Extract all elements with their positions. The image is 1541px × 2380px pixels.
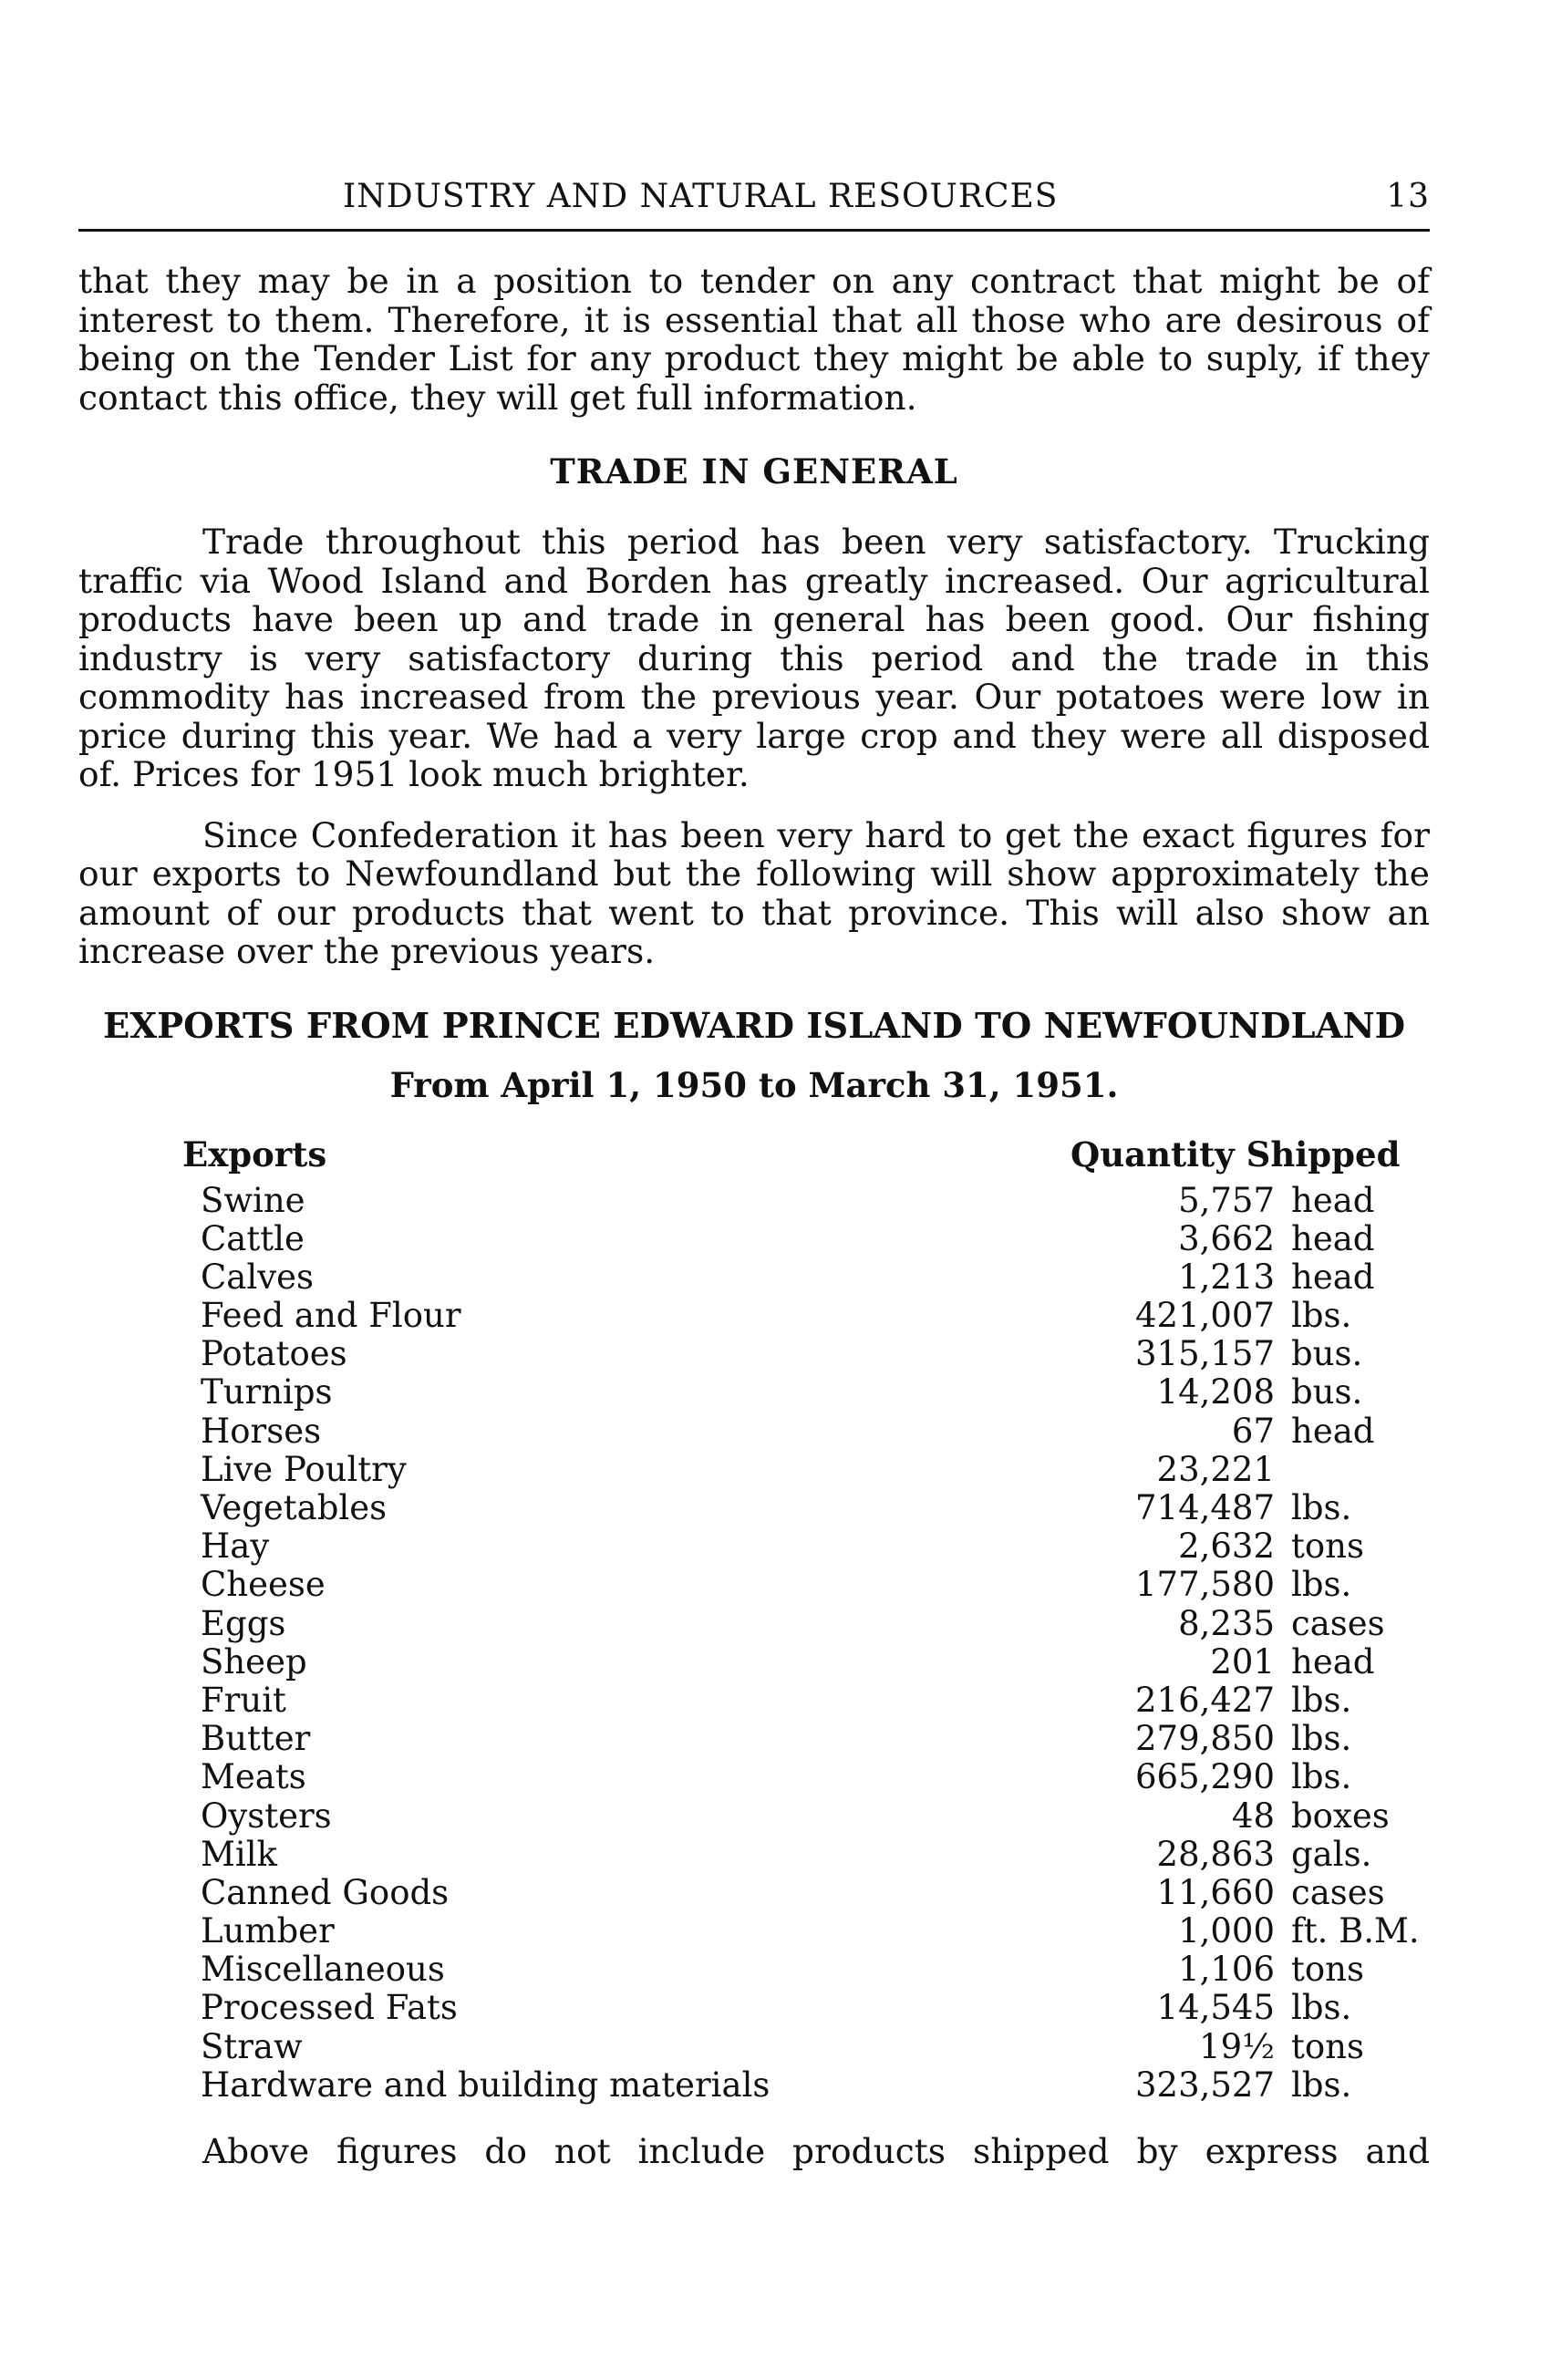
export-quantity: 714,487 <box>1134 1488 1275 1527</box>
export-quantity: 279,850 <box>1134 1719 1275 1759</box>
export-quantity: 5,757 <box>1178 1180 1275 1220</box>
export-name: Meats <box>201 1757 306 1797</box>
export-name: Potatoes <box>201 1334 347 1374</box>
export-unit: lbs. <box>1291 1296 1352 1336</box>
export-name: Lumber <box>201 1911 335 1951</box>
table-row <box>78 1874 1430 1912</box>
export-name: Oysters <box>201 1795 332 1836</box>
export-quantity: 11,660 <box>1156 1872 1275 1912</box>
table-row <box>78 1566 1430 1604</box>
export-name: Swine <box>201 1180 305 1220</box>
table-row <box>78 1182 1430 1220</box>
export-unit: lbs. <box>1291 2064 1352 2105</box>
export-quantity: 3,662 <box>1178 1218 1275 1258</box>
export-unit: lbs. <box>1291 1757 1352 1797</box>
export-unit: gals. <box>1291 1834 1372 1874</box>
table-row <box>78 1258 1430 1297</box>
export-name: Turnips <box>201 1372 333 1412</box>
export-name: Sheep <box>201 1641 307 1682</box>
export-name: Live Poultry <box>201 1449 407 1489</box>
export-quantity: 48 <box>1231 1795 1275 1836</box>
export-name: Calves <box>201 1257 314 1297</box>
export-quantity: 315,157 <box>1134 1334 1275 1374</box>
export-name: Canned Goods <box>201 1872 450 1912</box>
export-quantity: 8,235 <box>1178 1603 1275 1643</box>
exports-table-rows <box>78 1182 1430 2106</box>
export-quantity: 177,580 <box>1134 1565 1275 1605</box>
table-row <box>78 1527 1430 1566</box>
section-heading-trade: TRADE IN GENERAL <box>550 451 958 492</box>
export-name: Feed and Flour <box>201 1296 461 1336</box>
table-row <box>78 1220 1430 1258</box>
running-header <box>78 178 1430 223</box>
export-unit: head <box>1291 1641 1375 1682</box>
export-name: Processed Fats <box>201 1988 458 2028</box>
export-unit: boxes <box>1291 1795 1390 1836</box>
export-quantity: 67 <box>1231 1411 1275 1451</box>
export-name: Milk <box>201 1834 277 1874</box>
paragraph-tender-list: that they may be in a position to tender on any contract that might be of interest to them. Therefore, it is essential that all those who are desirous of being on the Tender List for any product they might be able to suply, if they contact this office, they will get full information. <box>78 261 1430 418</box>
table-row <box>78 1951 1430 1989</box>
table-row <box>78 1451 1430 1489</box>
column-header-exports: Exports <box>182 1133 327 1174</box>
export-quantity: 1,106 <box>1178 1950 1275 1990</box>
export-unit: lbs. <box>1291 1988 1352 2028</box>
export-unit: lbs. <box>1291 1488 1352 1527</box>
column-header-quantity: Quantity Shipped <box>1070 1133 1401 1174</box>
export-unit: bus. <box>1291 1334 1363 1374</box>
exports-table-period: From April 1, 1950 to March 31, 1951. <box>389 1064 1119 1105</box>
export-unit: lbs. <box>1291 1565 1352 1605</box>
export-name: Miscellaneous <box>201 1950 445 1990</box>
table-row <box>78 1373 1430 1412</box>
table-row <box>78 2066 1430 2105</box>
table-row <box>78 1912 1430 1951</box>
table-row <box>78 1489 1430 1527</box>
export-quantity: 421,007 <box>1134 1296 1275 1336</box>
export-unit: cases <box>1291 1872 1385 1912</box>
export-unit: head <box>1291 1411 1375 1451</box>
table-row <box>78 1720 1430 1758</box>
table-row <box>78 1412 1430 1451</box>
export-quantity: 201 <box>1210 1641 1275 1682</box>
document-page <box>78 178 1430 2171</box>
page-number: 13 <box>1386 178 1430 215</box>
export-name: Cheese <box>201 1565 326 1605</box>
table-row <box>78 1989 1430 2027</box>
export-quantity: 14,208 <box>1156 1372 1275 1412</box>
exports-table-header <box>78 1134 1430 1174</box>
export-name: Straw <box>201 2026 303 2066</box>
table-row <box>78 1682 1430 1720</box>
export-quantity: 323,527 <box>1134 2064 1275 2105</box>
running-title: INDUSTRY AND NATURAL RESOURCES <box>343 178 1059 215</box>
export-quantity: 19½ <box>1199 2026 1275 2066</box>
export-quantity: 28,863 <box>1156 1834 1275 1874</box>
export-unit: head <box>1291 1218 1375 1258</box>
export-name: Hay <box>201 1526 270 1567</box>
export-name: Hardware and building materials <box>201 2064 770 2105</box>
export-name: Horses <box>201 1411 322 1451</box>
table-row <box>78 1297 1430 1335</box>
export-quantity: 1,000 <box>1178 1911 1275 1951</box>
table-row <box>78 2028 1430 2066</box>
export-unit: ft. B.M. <box>1291 1911 1420 1951</box>
export-quantity: 665,290 <box>1134 1757 1275 1797</box>
export-name: Butter <box>201 1719 311 1759</box>
table-row <box>78 1758 1430 1796</box>
export-unit: cases <box>1291 1603 1385 1643</box>
export-unit: head <box>1291 1180 1375 1220</box>
export-name: Cattle <box>201 1218 305 1258</box>
export-unit: tons <box>1291 2026 1364 2066</box>
export-unit: tons <box>1291 1950 1364 1990</box>
export-unit: lbs. <box>1291 1719 1352 1759</box>
paragraph-trade: Trade throughout this period has been very satisfactory. Trucking traffic via Wood Island and Borden has greatly increased. Our agricultural products have been up and trade in general has been good. Our fishing industry is very satisfactory during this period and the trade in this commodity has increased from the previous year. Our potatoes were low in price during this year. We had a very large crop and they were all disposed of. Prices for 1951 look much brighter. <box>78 522 1430 794</box>
export-unit: lbs. <box>1291 1680 1352 1720</box>
export-unit: head <box>1291 1257 1375 1297</box>
export-unit: tons <box>1291 1526 1364 1567</box>
table-row <box>78 1797 1430 1836</box>
paragraph-closing: Above figures do not include products shipped by express and <box>202 2131 1430 2171</box>
export-unit: bus. <box>1291 1372 1363 1412</box>
exports-table-title: EXPORTS FROM PRINCE EDWARD ISLAND TO NEWFOUNDLAND <box>102 1005 1406 1047</box>
export-quantity: 14,545 <box>1156 1988 1275 2028</box>
table-row <box>78 1836 1430 1874</box>
export-quantity: 216,427 <box>1134 1680 1275 1720</box>
export-quantity: 1,213 <box>1178 1257 1275 1297</box>
table-row <box>78 1335 1430 1373</box>
export-quantity: 23,221 <box>1156 1449 1275 1489</box>
export-quantity: 2,632 <box>1178 1526 1275 1567</box>
paragraph-confederation: Since Confederation it has been very hard to get the exact figures for our exports to Newfoundland but the following will show approximately the amount of our products that went to that province. This will also show an increase over the previous years. <box>78 814 1430 971</box>
export-name: Eggs <box>201 1603 286 1643</box>
export-name: Fruit <box>201 1680 286 1720</box>
table-row <box>78 1605 1430 1643</box>
export-name: Vegetables <box>201 1488 388 1527</box>
header-rule <box>78 229 1430 232</box>
table-row <box>78 1643 1430 1682</box>
